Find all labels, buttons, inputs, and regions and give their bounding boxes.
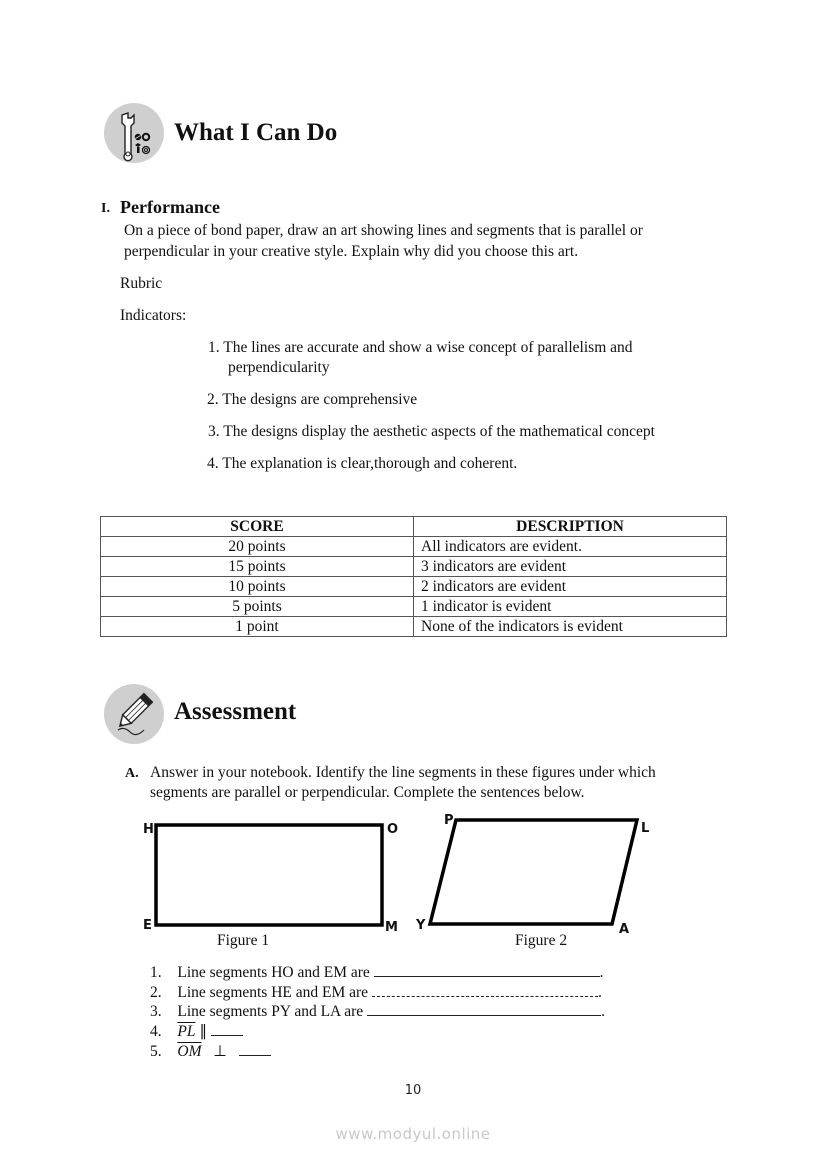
indicator-item: 2. The designs are comprehensive <box>207 391 418 408</box>
rubric-label: Rubric <box>120 275 163 292</box>
column-header-description: DESCRIPTION <box>414 517 727 537</box>
question-text: Line segments HE and EM are <box>177 984 369 1001</box>
question-item <box>150 982 602 1003</box>
score-cell: 10 points <box>101 577 414 597</box>
vertex-label-o: O <box>387 822 399 837</box>
indicator-item: 4. The explanation is clear,thorough and coherent. <box>207 455 518 472</box>
question-text: Line segments HO and EM are <box>177 964 370 981</box>
column-header-score: SCORE <box>101 517 414 537</box>
part-label: A. <box>125 766 139 781</box>
period: . <box>599 964 604 981</box>
part-instructions: segments are parallel or perpendicular. Complete the sentences below. <box>150 784 585 801</box>
indicator-item: 1. The lines are accurate and show a wise concept of parallelism and <box>208 339 633 356</box>
score-cell: 5 points <box>101 597 414 617</box>
figure2-parallelogram <box>430 820 637 924</box>
page-number: 10 <box>404 1083 422 1098</box>
question-number: 4. <box>150 1023 162 1040</box>
period: . <box>597 984 602 1001</box>
answer-blank[interactable] <box>367 1001 601 1016</box>
question-item <box>150 1001 605 1022</box>
section-title-what-i-can-do: What I Can Do <box>174 119 338 146</box>
vertex-label-h: H <box>143 822 154 837</box>
watermark: www.modyul.online <box>335 1125 491 1143</box>
part-instructions: Answer in your notebook. Identify the line segments in these figures under which <box>150 764 656 781</box>
question-text: Line segments PY and LA are <box>177 1003 364 1020</box>
description-cell: 1 indicator is evident <box>414 597 727 617</box>
question-item <box>150 962 604 983</box>
description-cell: None of the indicators is evident <box>414 617 727 637</box>
period: . <box>601 1003 605 1020</box>
performance-heading: Performance <box>120 197 220 217</box>
question-item <box>150 1021 243 1042</box>
instructions-line: On a piece of bond paper, draw an art showing lines and segments that is parallel or <box>124 222 643 239</box>
figure1-caption: Figure 1 <box>217 932 270 949</box>
question-number: 5. <box>150 1043 162 1060</box>
vertex-label-y: Y <box>416 918 426 933</box>
answer-blank[interactable] <box>372 982 598 997</box>
vertex-label-l: L <box>641 821 650 836</box>
segment-name: $\overline{PL}$ <box>177 1023 196 1040</box>
figure2-caption: Figure 2 <box>515 932 568 949</box>
vertex-label-e: E <box>143 918 152 933</box>
score-cell: 20 points <box>101 537 414 557</box>
figure1-rectangle <box>156 825 382 925</box>
vertex-label-m: M <box>385 920 398 935</box>
answer-blank[interactable] <box>374 962 600 977</box>
parallel-symbol: ∥ <box>199 1023 208 1040</box>
instructions-line: perpendicular in your creative style. Explain why did you choose this art. <box>124 243 579 260</box>
perpendicular-symbol: ⊥ <box>213 1043 227 1060</box>
question-number: 3. <box>150 1003 162 1020</box>
vertex-label-p: P <box>444 813 454 828</box>
score-cell: 15 points <box>101 557 414 577</box>
question-number: 2. <box>150 984 162 1001</box>
description-cell: All indicators are evident. <box>414 537 727 557</box>
indicator-item: 3. The designs display the aesthetic aspects of the mathematical concept <box>208 423 655 440</box>
description-cell: 3 indicators are evident <box>414 557 727 577</box>
vertex-label-a: A <box>619 922 630 937</box>
indicators-label: Indicators: <box>120 307 187 324</box>
question-item <box>150 1041 271 1062</box>
section-title-assessment: Assessment <box>174 698 297 725</box>
segment-name: $\overline{OM}$ <box>177 1043 202 1060</box>
description-cell: 2 indicators are evident <box>414 577 727 597</box>
answer-blank[interactable] <box>211 1021 243 1036</box>
indicator-item-continued: perpendicularity <box>228 359 330 376</box>
answer-blank[interactable] <box>239 1041 271 1056</box>
section-number: I. <box>101 201 110 216</box>
score-cell: 1 point <box>101 617 414 637</box>
question-number: 1. <box>150 964 162 981</box>
